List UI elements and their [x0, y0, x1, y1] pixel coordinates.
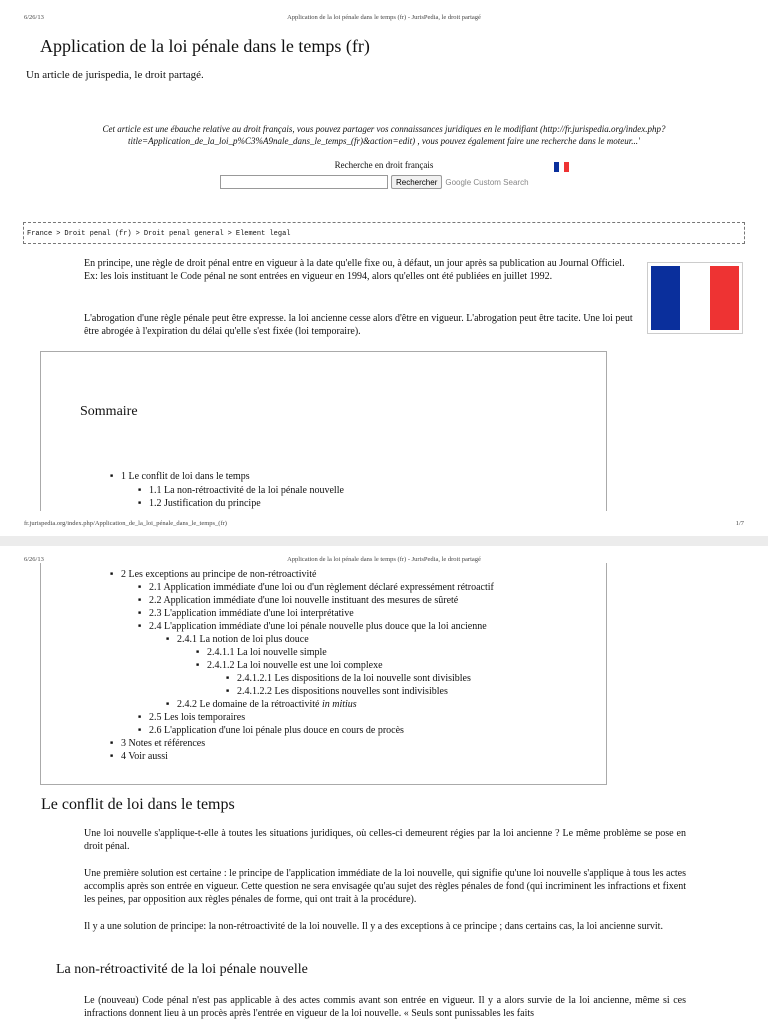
toc-item[interactable]: ■ 2.4.1 La notion de loi plus douce	[177, 633, 309, 646]
toc-list	[121, 470, 250, 483]
toc-item[interactable]: ■ 2.2 Application immédiate d'une loi nouvelle instituant des mesures de sûreté	[149, 594, 494, 607]
toc-list	[177, 698, 357, 711]
intro-paragraph: En principe, une règle de droit pénal entre en vigueur à la date qu'elle fixe ou, à défaut, un jour après sa publication au Journal Officiel. Ex: les lois instituant le Code pénal ne sont entrées en vigueur en 1994, alors qu'elles ont été publiées en juillet 1992.	[84, 258, 625, 282]
search-brand: Google Custom Search	[445, 177, 529, 187]
france-flag-image	[647, 262, 743, 334]
print-url: fr.jurispedia.org/index.php/Application_de_la_loi_pénale_dans_le_temps_(fr)	[24, 520, 227, 527]
search-input[interactable]	[220, 175, 388, 189]
table-of-contents-continued	[40, 563, 607, 785]
intro-paragraph: L'abrogation d'une règle pénale peut être expresse. la loi ancienne cesse alors d'être en vigueur. L'abrogation peut être tacite. Une loi peut être abrogée à l'expiration du délai qu'elle s'est fixée (loi temporaire).	[84, 313, 633, 337]
toc-list	[177, 633, 309, 646]
toc-list	[149, 581, 494, 633]
toc-item[interactable]: ■ 2.4.1.2.1 Les dispositions de la loi nouvelle sont divisibles	[237, 672, 471, 685]
table-of-contents	[40, 351, 607, 511]
toc-list	[149, 484, 344, 510]
section-paragraph: Une loi nouvelle s'applique-t-elle à toutes les situations juridiques, où celles-ci demeurent régies par la loi ancienne ? Le même problème se pose en droit pénal.	[84, 828, 686, 852]
print-date: 6/26/13	[24, 556, 44, 563]
search-form	[220, 175, 529, 189]
france-flag-small-icon	[554, 162, 569, 172]
toc-list	[121, 568, 316, 581]
toc-list	[121, 737, 205, 763]
toc-title: Sommaire	[80, 404, 138, 419]
toc-item[interactable]: ■ 4 Voir aussi	[121, 750, 205, 763]
toc-item[interactable]: ■ 1.2 Justification du principe	[149, 497, 344, 510]
edit-link[interactable]: http://fr.jurispedia.org/index.php?title=Application_de_la_loi_p%C3%A9nale_dans_le_temps_(fr)&action=edit	[128, 124, 666, 146]
article-subtitle: Un article de jurispedia, le droit partagé.	[26, 69, 204, 81]
breadcrumb: France > Droit penal (fr) > Droit penal general > Element legal	[23, 222, 745, 244]
toc-item[interactable]: ■ 2.6 L'application d'une loi pénale plus douce en cours de procès	[149, 724, 404, 737]
toc-item[interactable]: ■ 2.3 L'application immédiate d'une loi interprétative	[149, 607, 494, 620]
article-title: Application de la loi pénale dans le temps (fr)	[40, 36, 370, 56]
toc-item[interactable]: ■ 2.4.1.1 La loi nouvelle simple	[207, 646, 383, 659]
subsection-heading: La non-rétroactivité de la loi pénale nouvelle	[56, 962, 308, 977]
toc-item[interactable]: ■ 1.1 La non-rétroactivité de la loi pénale nouvelle	[149, 484, 344, 497]
toc-item[interactable]: ■ 2.4.1.2 La loi nouvelle est une loi complexe	[207, 659, 383, 672]
breadcrumb-item-france[interactable]: France	[27, 230, 53, 238]
toc-item[interactable]: ■ 3 Notes et références	[121, 737, 205, 750]
print-footer	[24, 520, 744, 527]
toc-item[interactable]: ■ 2.4.1.2.2 Les dispositions nouvelles sont indivisibles	[237, 685, 471, 698]
section-paragraph: Une première solution est certaine : le principe de l'application immédiate de la loi nouvelle, qui signifie qu'une loi nouvelle s'applique à tous les actes accomplis après son entrée en vigueur. Cette question ne sera envisagée qu'au sujet des règles pénales de fond (qui incriminent les infractions et fixent les peines, par opposition aux règles pénales de forme, qui ont trait à la procédure).	[84, 868, 686, 905]
breadcrumb-item-droit-penal-general[interactable]: Droit penal general	[143, 230, 224, 238]
search-label: Recherche en droit français	[334, 160, 434, 170]
toc-list	[237, 672, 471, 698]
section-paragraph: Il y a une solution de principe: la non-rétroactivité de la loi nouvelle. Il y a des exceptions à ce principe ; dans certains cas, la loi ancienne survit.	[84, 921, 663, 932]
breadcrumb-item-element-legal[interactable]: Element legal	[235, 230, 291, 238]
search-button[interactable]: Rechercher	[391, 175, 442, 189]
section-paragraph: Le (nouveau) Code pénal n'est pas applicable à des actes commis avant son entrée en vigueur. Il y a alors survie de la loi ancienne, même si ces infractions donnent lieu à un procès après l'entrée en vigueur de la loi nouvelle. « Seuls sont punissables les faits	[84, 995, 686, 1019]
breadcrumb-item-droit-penal[interactable]: Droit penal (fr)	[64, 230, 132, 238]
toc-item[interactable]: ■ 2.4 L'application immédiate d'une loi pénale nouvelle plus douce que la loi ancienne	[149, 620, 494, 633]
stub-notice: Cet article est une ébauche relative au droit français, vous pouvez partager vos connaissances juridiques en le modifiant (http://fr.jurispedia.org/index.php?title=Application_de_la_loi_p%C3%A9nale_dans_le_temps_(fr)&action=edit) , vous pouvez également faire une recherche dans le moteur...'	[102, 124, 666, 146]
print-page-number: 1/7	[735, 520, 744, 527]
toc-item[interactable]: ■ 2 Les exceptions au principe de non-rétroactivité	[121, 568, 316, 581]
print-page-title: Application de la loi pénale dans le temps (fr) - JurisPedia, le droit partagé	[287, 14, 481, 21]
print-date: 6/26/13	[24, 14, 44, 21]
toc-item[interactable]: ■ 1 Le conflit de loi dans le temps	[121, 470, 250, 483]
page-divider	[0, 536, 768, 546]
toc-item[interactable]: ■ 2.1 Application immédiate d'une loi ou d'un règlement déclaré expressément rétroactif	[149, 581, 494, 594]
section-heading: Le conflit de loi dans le temps	[41, 796, 235, 813]
toc-item[interactable]: ■ 2.4.2 Le domaine de la rétroactivité in mitius	[177, 698, 357, 711]
toc-list	[207, 646, 383, 672]
toc-list	[149, 711, 404, 737]
toc-item[interactable]: ■ 2.5 Les lois temporaires	[149, 711, 404, 724]
print-page-title: Application de la loi pénale dans le temps (fr) - JurisPedia, le droit partagé	[287, 556, 481, 563]
print-header	[24, 14, 744, 26]
